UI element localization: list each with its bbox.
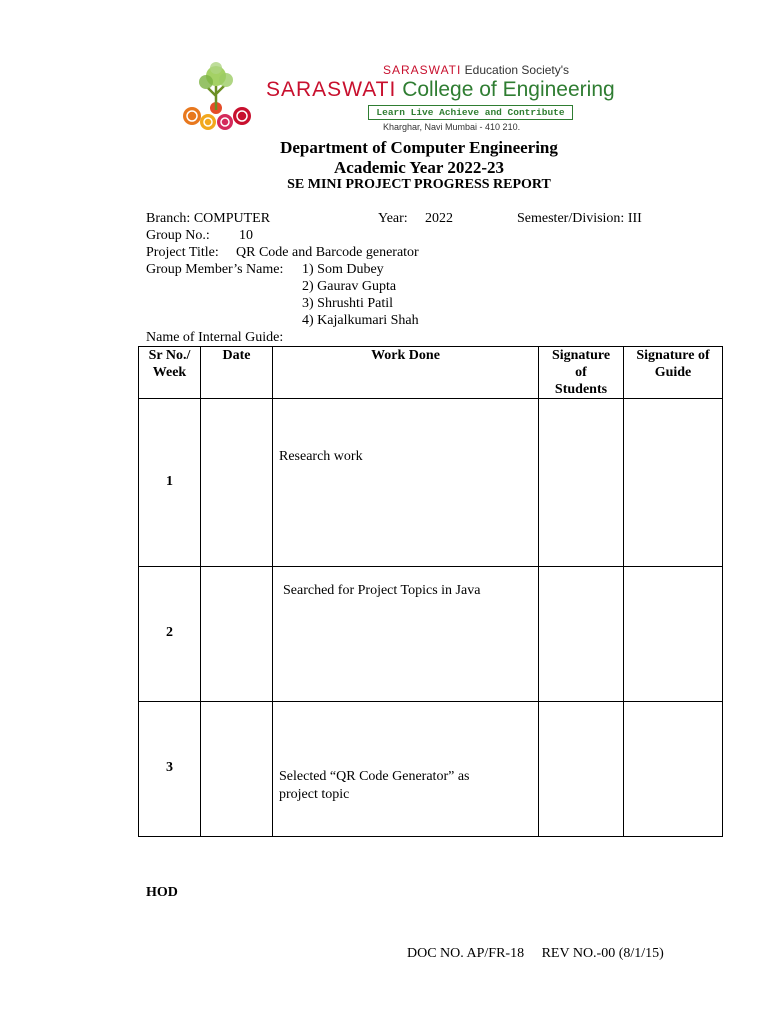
college-address: Kharghar, Navi Mumbai - 410 210.: [383, 122, 521, 132]
department-title: Department of Computer Engineering: [280, 138, 558, 157]
hod-label: HOD: [146, 885, 178, 900]
semester-label: Semester/Division: III: [517, 211, 642, 226]
college-logo-header: [178, 58, 668, 138]
table-row: [139, 702, 723, 837]
row-1-sr: 1: [139, 399, 201, 567]
group-value: 10: [239, 228, 253, 243]
table-row: [139, 399, 723, 567]
row-2-sig-students: [539, 567, 624, 702]
year-label: Year:: [378, 211, 408, 226]
members-label: Group Member’s Name:: [146, 262, 284, 277]
row-1-date: [201, 399, 273, 567]
row-2-sr: 2: [139, 567, 201, 702]
academic-year-title: Academic Year 2022-23: [334, 158, 504, 177]
header-date: Date: [201, 347, 273, 399]
row-1-sig-guide: [624, 399, 723, 567]
header-work-done: Work Done: [273, 347, 539, 399]
member-3: 3) Shrushti Patil: [302, 296, 394, 311]
guide-label: Name of Internal Guide:: [146, 330, 284, 345]
header-sr-week: Sr No./ Week: [139, 347, 201, 399]
group-label: Group No.:: [146, 228, 210, 243]
year-value: 2022: [425, 211, 453, 226]
progress-table: [138, 346, 723, 837]
college-tagline: Learn Live Achieve and Contribute: [368, 105, 573, 120]
tree-emblem-icon: [178, 58, 268, 138]
member-1: 1) Som Dubey: [302, 262, 384, 277]
row-2-work: Searched for Project Topics in Java: [273, 567, 539, 702]
project-label: Project Title:: [146, 245, 219, 260]
table-header-row: [139, 347, 723, 399]
college-name: SARASWATI College of Engineering: [266, 78, 615, 101]
header-signature-students: Signature of Students: [539, 347, 624, 399]
row-2-date: [201, 567, 273, 702]
project-value: QR Code and Barcode generator: [236, 245, 419, 260]
member-4: 4) Kajalkumari Shah: [302, 313, 419, 328]
row-3-sig-guide: [624, 702, 723, 837]
row-3-work-line2: project topic: [279, 787, 350, 802]
row-3-sig-students: [539, 702, 624, 837]
table-row: [139, 567, 723, 702]
doc-number: DOC NO. AP/FR-18 REV NO.-00 (8/1/15): [407, 946, 664, 961]
report-title: SE MINI PROJECT PROGRESS REPORT: [287, 177, 551, 192]
member-2: 2) Gaurav Gupta: [302, 279, 397, 294]
row-3-sr: 3: [139, 702, 201, 837]
row-1-work: Research work: [273, 399, 539, 567]
society-name: SARASWATI Education Society's: [383, 63, 570, 77]
row-3-date: [201, 702, 273, 837]
row-3-work-line1: Selected “QR Code Generator” as: [279, 769, 470, 784]
row-2-sig-guide: [624, 567, 723, 702]
header-signature-guide: Signature of Guide: [624, 347, 723, 399]
row-3-work: [273, 702, 539, 837]
branch-label: Branch: COMPUTER: [146, 211, 271, 226]
row-1-sig-students: [539, 399, 624, 567]
